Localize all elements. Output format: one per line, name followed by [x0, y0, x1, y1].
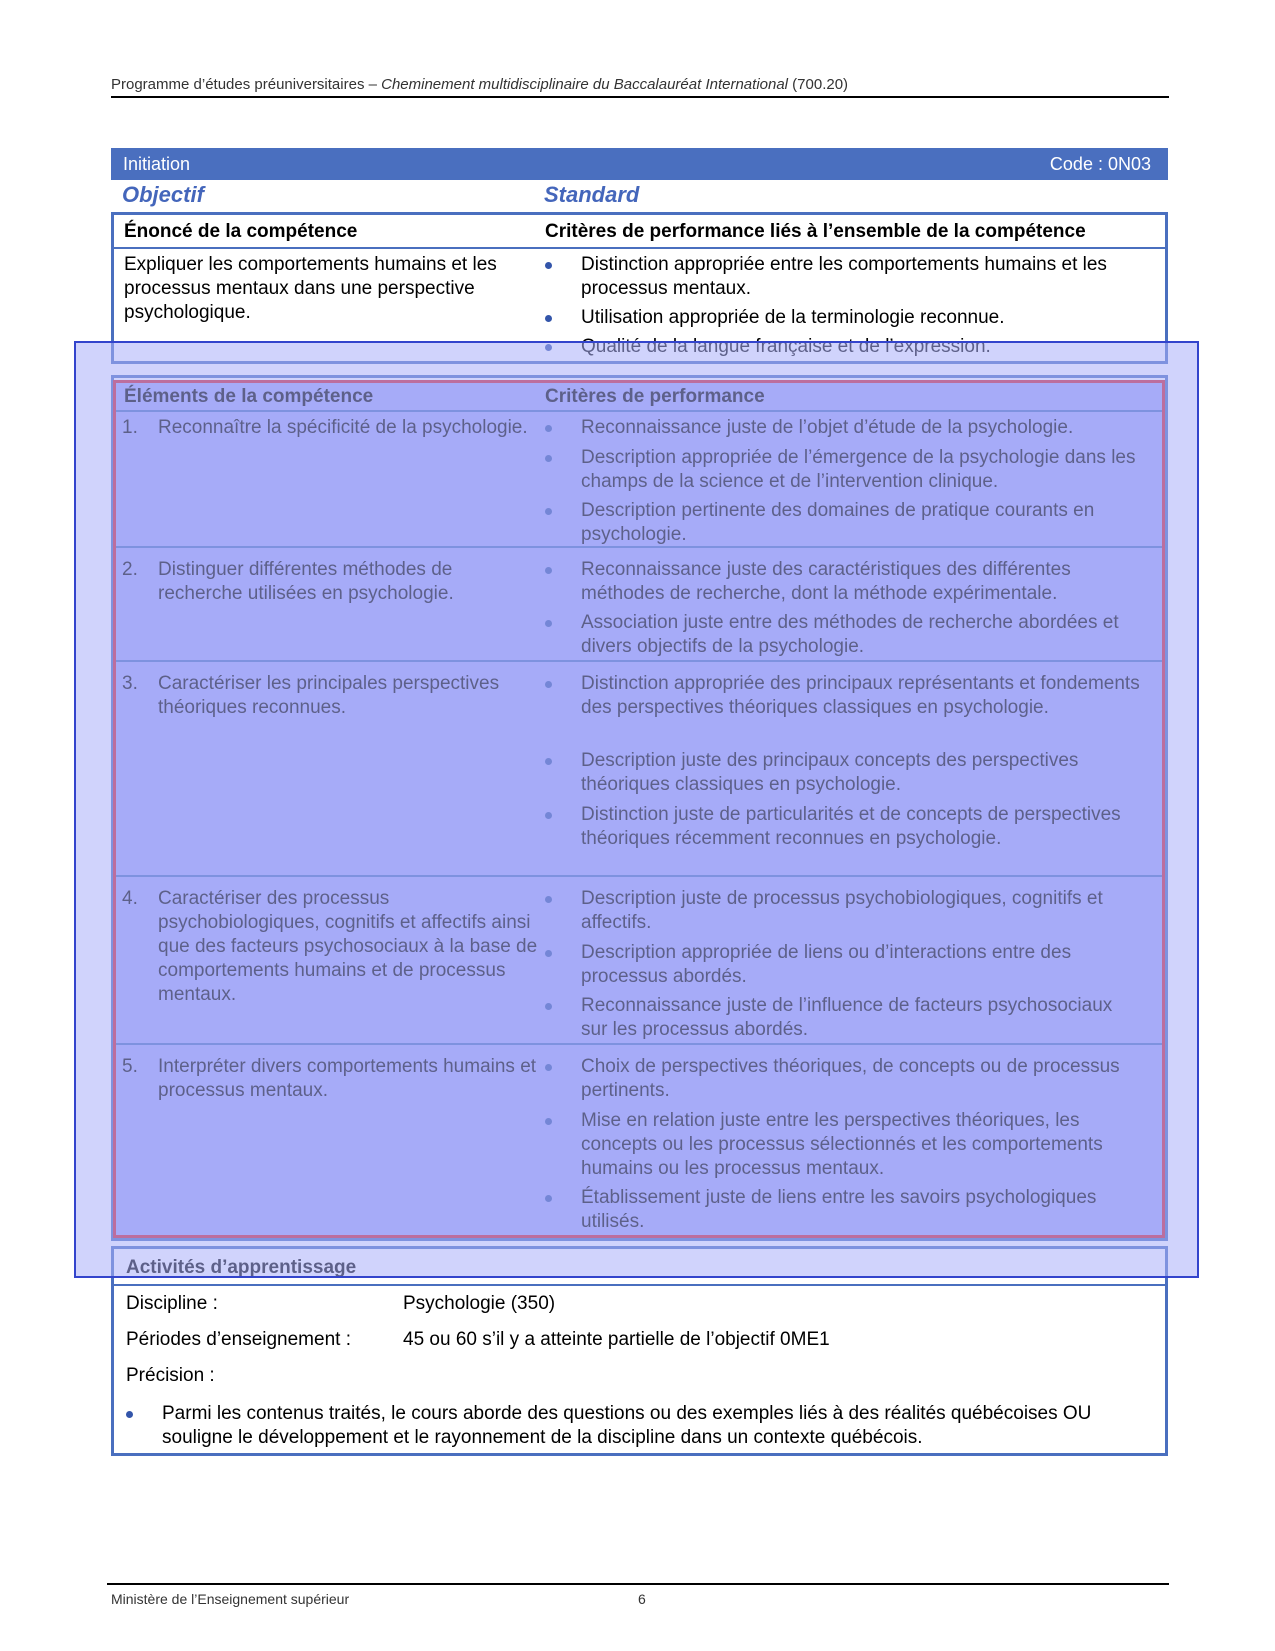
competence-head-divider — [114, 247, 1165, 249]
page-number: 6 — [638, 1591, 646, 1607]
footer-ministry: Ministère de l’Enseignement supérieur — [111, 1591, 350, 1607]
competence-table: Énoncé de la compétence Critères de performance liés à l’ensemble de la compétence Expliquer les comportements humains et les processus mentaux dans une perspective psychologique. Distinction appropriée entre les comportements humains et les processus mentaux. Utilisation appropriée de la terminologie reconnue. — [111, 212, 1168, 364]
discipline-value: Psychologie (350) — [403, 1293, 556, 1314]
objectif-label: Objectif — [122, 182, 204, 207]
periodes-label: Périodes d’enseignement : — [126, 1329, 351, 1350]
title-bar-label: Initiation — [123, 154, 191, 174]
competence-head-right: Critères de performance liés à l’ensemble de la compétence — [545, 221, 1086, 242]
discipline-label: Discipline : — [126, 1293, 218, 1314]
footer-rule — [107, 1583, 1169, 1585]
activities-head-divider — [114, 1284, 1165, 1286]
periodes-value: 45 ou 60 s’il y a atteinte partielle de l’objectif 0ME1 — [403, 1329, 830, 1350]
course-code: Code : 0N03 — [1049, 154, 1151, 174]
competence-statement: Expliquer les comportements humains et les processus mentaux dans une perspective psychologique. — [124, 254, 497, 323]
activities-box: Discipline : Psychologie (350) Périodes d’enseignement : 45 ou 60 s’il y a atteinte partielle de l’objectif 0ME1 Précision : Parmi les contenus traités, le cours aborde des questions ou des exemples liés à des réalités québécoises OU souligne le développement et le rayonnement de la discipline dans un contexte québécois. — [111, 1246, 1168, 1456]
bullet-icon — [126, 1411, 133, 1418]
header-rule — [111, 96, 1169, 98]
bullet-icon — [545, 262, 552, 269]
bullet-icon — [545, 315, 552, 322]
competence-head-left: Énoncé de la compétence — [124, 221, 358, 242]
precision-label: Précision : — [126, 1365, 215, 1386]
title-bar — [111, 148, 1168, 180]
selection-overlay — [74, 341, 1199, 1278]
running-header: Programme d’études préuniversitaires – Cheminement multidisciplinaire du Baccalauréat International (700.20) — [111, 76, 849, 93]
standard-label: Standard — [544, 182, 640, 207]
